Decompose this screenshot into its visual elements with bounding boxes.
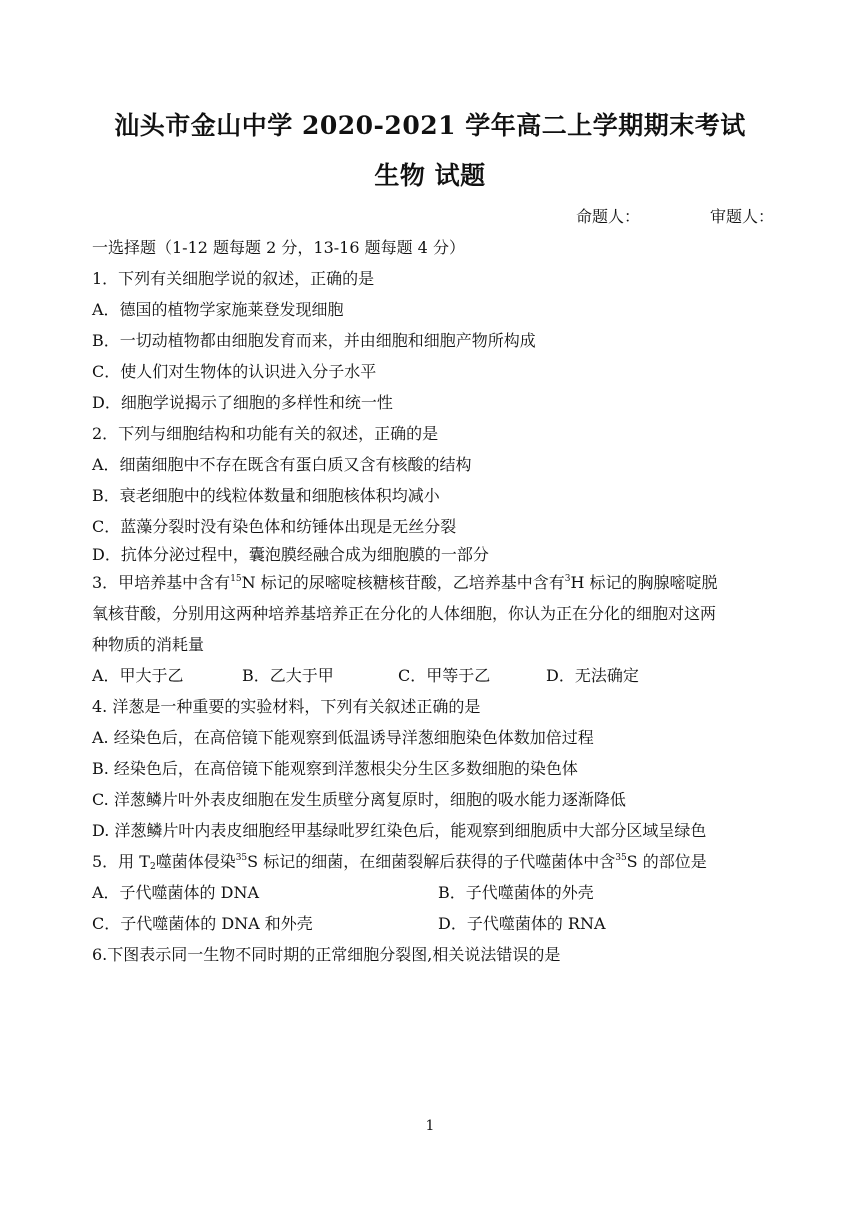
q5-option-a: A．子代噬菌体的 DNA [92,883,260,902]
page-number: 1 [425,1118,435,1134]
q4-stem: 4. 洋葱是一种重要的实验材料，下列有关叙述正确的是 [92,697,481,716]
q4-option-d: D. 洋葱鳞片叶内表皮细胞经甲基绿吡罗红染色后，能观察到细胞质中大部分区域呈绿色 [92,821,707,840]
q2-option-b: B．衰老细胞中的线粒体数量和细胞核体积均减小 [92,486,440,505]
q5-option-b: B．子代噬菌体的外壳 [438,883,594,902]
author-line [576,204,774,227]
q3-option-c: C．甲等于乙 [398,666,491,685]
q5-stem: 5．用 $T_2$噬菌体侵染$^{35}$S 标记的细菌，在细菌裂解后获得的子代噬菌体中含$^{35}$S 的部位是 [92,852,707,872]
q2-stem: 2．下列与细胞结构和功能有关的叙述，正确的是 [92,424,439,443]
q4-option-c: C. 洋葱鳞片叶外表皮细胞在发生质壁分离复原时，细胞的吸水能力逐渐降低 [92,790,626,809]
q3-stem-line3: 种物质的消耗量 [92,635,205,654]
q3-stem-line1: 3．甲培养基中含有$^{15}$N 标记的尿嘧啶核糖核苷酸，乙培养基中含有$^3$H 标记的胸腺嘧啶脱 [92,573,718,592]
q6-stem: 6.下图表示同一生物不同时期的正常细胞分裂图,相关说法错误的是 [92,945,561,964]
q1-option-b: B．一切动植物都由细胞发育而来，并由细胞和细胞产物所构成 [92,331,536,350]
q2-option-d: D．抗体分泌过程中，囊泡膜经融合成为细胞膜的一部分 [92,545,489,564]
q3-option-d: D．无法确定 [546,666,639,685]
author-label: 命题人： [575,207,640,226]
q1-stem: 1．下列有关细胞学说的叙述，正确的是 [92,269,375,288]
q2-option-a: A．细菌细胞中不存在既含有蛋白质又含有核酸的结构 [92,455,472,474]
q3-option-b: B．乙大于甲 [242,666,334,685]
q2-option-c: C．蓝藻分裂时没有染色体和纺锤体出现是无丝分裂 [92,517,457,536]
exam-subtitle: 生物 试题 [374,161,486,190]
q3-option-a: A．甲大于乙 [92,666,184,685]
section-heading: 一选择题（1-12 题每题 2 分，13-16 题每题 4 分） [92,238,465,257]
q3-stem-line2: 氧核苷酸，分别用这两种培养基培养正在分化的人体细胞，你认为正在分化的细胞对这两 [92,604,717,623]
reviewer-label: 审题人： [709,207,774,226]
q1-option-c: C．使人们对生物体的认识进入分子水平 [92,362,377,381]
q1-option-d: D．细胞学说揭示了细胞的多样性和统一性 [92,393,393,412]
q1-option-a: A．德国的植物学家施莱登发现细胞 [92,300,344,319]
q5-option-d: D．子代噬菌体的 RNA [438,914,606,933]
exam-title: 汕头市金山中学 2020-2021 学年高二上学期期末考试 [114,111,746,140]
q5-option-c: C．子代噬菌体的 DNA 和外壳 [92,914,313,933]
q4-option-b: B. 经染色后，在高倍镜下能观察到洋葱根尖分生区多数细胞的染色体 [92,759,578,778]
q4-option-a: A. 经染色后，在高倍镜下能观察到低温诱导洋葱细胞染色体数加倍过程 [92,728,594,747]
